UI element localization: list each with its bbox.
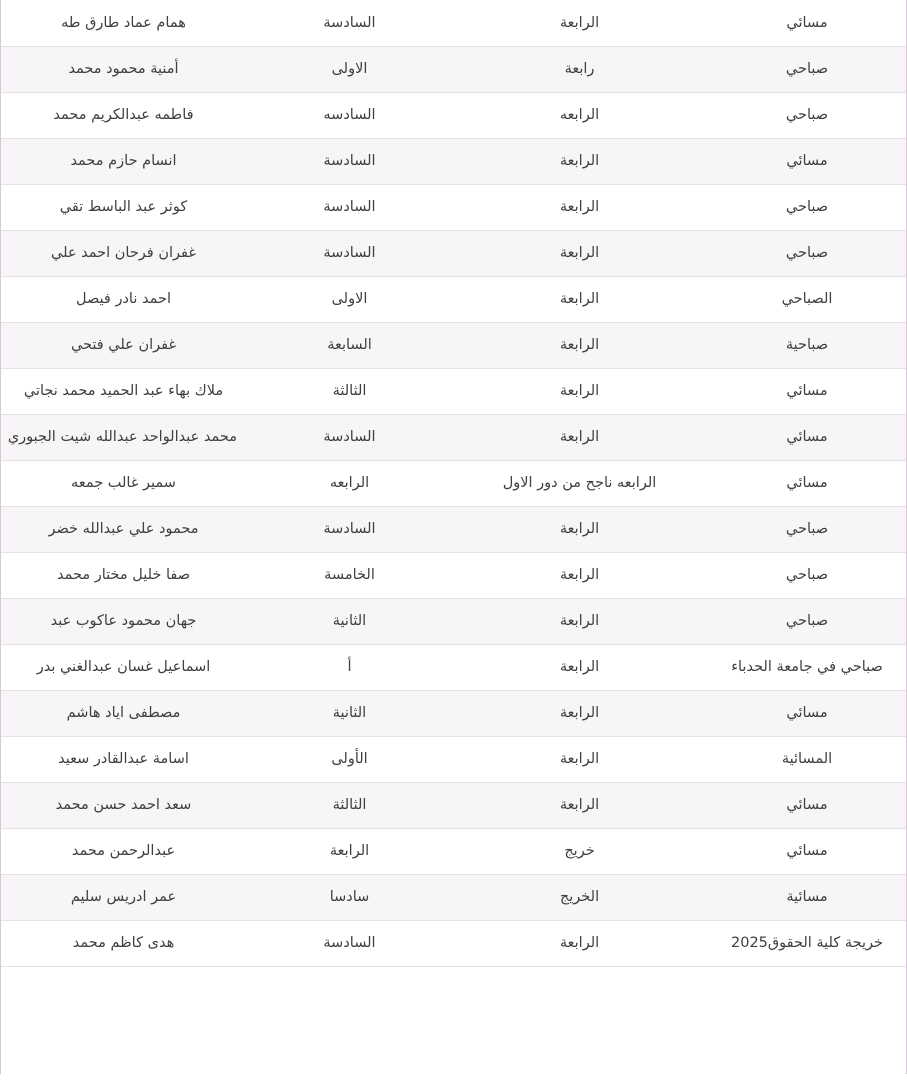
- cell-shift: المسائية: [707, 736, 907, 782]
- cell-attempt: الأولى: [247, 736, 452, 782]
- cell-stage: الرابعة: [452, 368, 707, 414]
- cell-shift: مسائي: [707, 690, 907, 736]
- cell-attempt: الاولى: [247, 276, 452, 322]
- cell-name: محمود علي عبدالله خضر: [0, 506, 247, 552]
- cell-name: فاطمه عبدالكريم محمد: [0, 92, 247, 138]
- cell-shift: الصباحي: [707, 276, 907, 322]
- cell-stage: الرابعة: [452, 782, 707, 828]
- cell-attempt: السادسة: [247, 920, 452, 966]
- cell-shift: مسائي: [707, 0, 907, 46]
- cell-stage: الرابعة: [452, 736, 707, 782]
- cell-attempt: السادسة: [247, 138, 452, 184]
- table-row: [0, 230, 907, 276]
- cell-attempt: الثالثة: [247, 368, 452, 414]
- table-row: [0, 322, 907, 368]
- cell-name: احمد نادر فيصل: [0, 276, 247, 322]
- cell-name: انسام حازم محمد: [0, 138, 247, 184]
- cell-shift: مسائي: [707, 828, 907, 874]
- table-row: [0, 506, 907, 552]
- table-row: [0, 552, 907, 598]
- cell-name: غفران علي فتحي: [0, 322, 247, 368]
- table-row: [0, 460, 907, 506]
- cell-shift: صباحي: [707, 506, 907, 552]
- table-row: [0, 46, 907, 92]
- table-row: [0, 598, 907, 644]
- cell-shift: مسائي: [707, 368, 907, 414]
- cell-shift: صباحية: [707, 322, 907, 368]
- cell-name: عمر ادريس سليم: [0, 874, 247, 920]
- table-row: [0, 828, 907, 874]
- cell-stage: الرابعة: [452, 414, 707, 460]
- table-row: [0, 690, 907, 736]
- cell-shift: صباحي: [707, 46, 907, 92]
- cell-stage: الرابعة: [452, 506, 707, 552]
- cell-name: عبدالرحمن محمد: [0, 828, 247, 874]
- cell-attempt: الرابعة: [247, 828, 452, 874]
- cell-name: اسامة عبدالقادر سعيد: [0, 736, 247, 782]
- cell-attempt: السادسه: [247, 92, 452, 138]
- cell-stage: خريج: [452, 828, 707, 874]
- cell-stage: الرابعة: [452, 598, 707, 644]
- cell-shift: مسائي: [707, 460, 907, 506]
- table-row: [0, 368, 907, 414]
- table-row: [0, 644, 907, 690]
- cell-shift: صباحي: [707, 92, 907, 138]
- cell-stage: الرابعة: [452, 276, 707, 322]
- cell-attempt: السادسة: [247, 0, 452, 46]
- table-row: [0, 0, 907, 46]
- cell-name: همام عماد طارق طه: [0, 0, 247, 46]
- cell-stage: الرابعة: [452, 552, 707, 598]
- cell-shift: مسائي: [707, 138, 907, 184]
- cell-stage: الرابعة: [452, 690, 707, 736]
- cell-name: مصطفى اياد هاشم: [0, 690, 247, 736]
- cell-stage: الرابعه: [452, 92, 707, 138]
- cell-shift: صباحي في جامعة الحدباء: [707, 644, 907, 690]
- table-row: [0, 874, 907, 920]
- cell-attempt: السادسة: [247, 414, 452, 460]
- table-row: [0, 276, 907, 322]
- cell-name: سمير غالب جمعه: [0, 460, 247, 506]
- cell-attempt: السادسة: [247, 230, 452, 276]
- table-row: [0, 920, 907, 966]
- cell-stage: الرابعة: [452, 138, 707, 184]
- cell-name: صفا خليل مختار محمد: [0, 552, 247, 598]
- cell-stage: رابعة: [452, 46, 707, 92]
- table-row: [0, 138, 907, 184]
- cell-stage: الرابعة: [452, 322, 707, 368]
- cell-attempt: سادسا: [247, 874, 452, 920]
- cell-shift: مسائي: [707, 414, 907, 460]
- cell-attempt: السادسة: [247, 506, 452, 552]
- cell-attempt: الثالثة: [247, 782, 452, 828]
- cell-stage: الخريج: [452, 874, 707, 920]
- cell-name: هدى كاظم محمد: [0, 920, 247, 966]
- cell-attempt: الخامسة: [247, 552, 452, 598]
- cell-shift: صباحي: [707, 230, 907, 276]
- cell-stage: الرابعة: [452, 230, 707, 276]
- cell-attempt: السابعة: [247, 322, 452, 368]
- cell-shift: صباحي: [707, 598, 907, 644]
- cell-name: محمد عبدالواحد عبدالله شيت الجبوري: [0, 414, 247, 460]
- cell-attempt: الرابعه: [247, 460, 452, 506]
- cell-stage: الرابعة: [452, 644, 707, 690]
- cell-name: جهان محمود عاكوب عبد: [0, 598, 247, 644]
- cell-shift: مسائية: [707, 874, 907, 920]
- cell-name: أمنية محمود محمد: [0, 46, 247, 92]
- cell-name: غفران فرحان احمد علي: [0, 230, 247, 276]
- cell-shift: خريجة كلية الحقوق2025: [707, 920, 907, 966]
- cell-attempt: الثانية: [247, 598, 452, 644]
- cell-stage: الرابعة: [452, 0, 707, 46]
- cell-name: اسماعيل غسان عبدالغني بدر: [0, 644, 247, 690]
- cell-stage: الرابعة: [452, 184, 707, 230]
- cell-name: سعد احمد حسن محمد: [0, 782, 247, 828]
- table-row: [0, 782, 907, 828]
- cell-shift: صباحي: [707, 184, 907, 230]
- cell-shift: صباحي: [707, 552, 907, 598]
- cell-attempt: الاولى: [247, 46, 452, 92]
- table-row: [0, 92, 907, 138]
- cell-shift: مسائي: [707, 782, 907, 828]
- table-row: [0, 184, 907, 230]
- cell-name: كوثر عبد الباسط تقي: [0, 184, 247, 230]
- cell-name: ملاك بهاء عبد الحميد محمد نجاتي: [0, 368, 247, 414]
- cell-attempt: الثانية: [247, 690, 452, 736]
- cell-attempt: أ: [247, 644, 452, 690]
- page-bottom-margin: [0, 967, 907, 1087]
- cell-stage: الرابعة: [452, 920, 707, 966]
- table-row: [0, 736, 907, 782]
- cell-stage: الرابعه ناجح من دور الاول: [452, 460, 707, 506]
- table-row: [0, 414, 907, 460]
- cell-attempt: السادسة: [247, 184, 452, 230]
